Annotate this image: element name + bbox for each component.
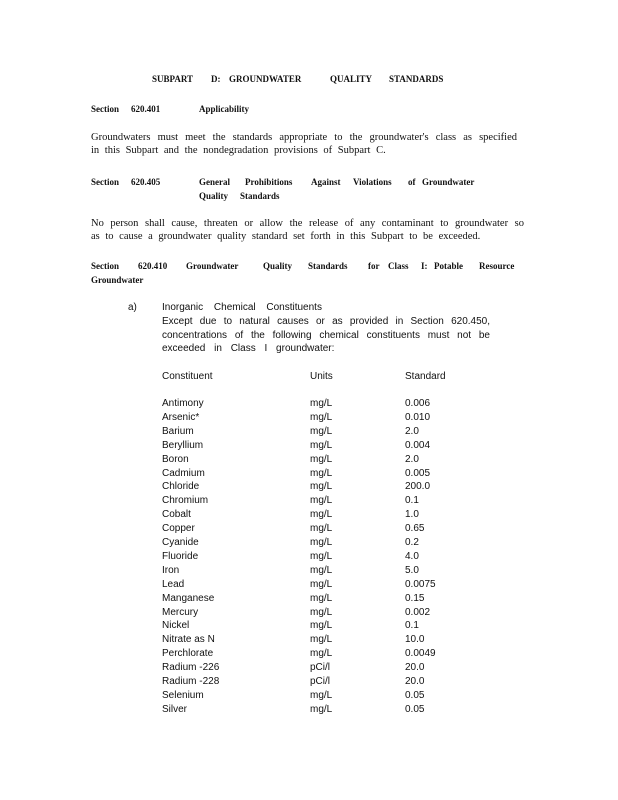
constituent-cell: Copper xyxy=(162,523,195,535)
paragraph-line: as to cause a groundwater quality standard set forth in this Subpart to be exceeded. xyxy=(91,231,481,242)
subsection-line: exceeded in Class I groundwater: xyxy=(162,343,335,354)
units-cell: mg/L xyxy=(310,703,333,715)
units-cell: mg/L xyxy=(310,634,333,646)
column-header-standard: Standard xyxy=(405,371,446,382)
constituent-cell: Cadmium xyxy=(162,467,205,479)
table-row xyxy=(0,412,618,426)
column-header-constituent: Constituent xyxy=(162,371,213,382)
table-row xyxy=(0,495,618,509)
units-cell: mg/L xyxy=(310,411,333,423)
subsection-marker: a) xyxy=(128,302,137,313)
subpart-word-quality: QUALITY xyxy=(330,74,373,84)
constituent-cell: Nickel xyxy=(162,620,190,632)
units-cell: pCi/l xyxy=(310,676,331,687)
units-cell: mg/L xyxy=(310,689,333,701)
section-title-word: Groundwater xyxy=(91,275,144,285)
constituent-cell: Selenium xyxy=(162,689,204,701)
units-cell: mg/L xyxy=(310,606,333,618)
paragraph-line: No person shall cause, threaten or allow the release of any contaminant to groundwater so xyxy=(91,218,524,229)
constituent-cell: Beryllium xyxy=(162,439,204,451)
constituent-cell: Chloride xyxy=(162,481,200,493)
units-cell: mg/L xyxy=(310,495,333,507)
constituent-cell: Antimony xyxy=(162,398,204,409)
constituent-cell: Cyanide xyxy=(162,537,199,548)
table-row xyxy=(0,565,618,579)
units-cell: mg/L xyxy=(310,620,333,632)
table-row xyxy=(0,662,618,676)
constituent-cell: Mercury xyxy=(162,606,199,618)
constituent-cell: Boron xyxy=(162,453,189,465)
constituent-cell: Radium -226 xyxy=(162,662,220,674)
constituent-cell: Manganese xyxy=(162,592,215,604)
section-title-word: General xyxy=(199,177,230,187)
constituent-cell: Barium xyxy=(162,425,194,437)
section-title-word: Standards xyxy=(308,261,348,271)
subpart-letter: D: xyxy=(211,74,221,84)
table-row xyxy=(0,690,618,704)
table-row xyxy=(0,440,618,454)
units-cell: mg/L xyxy=(310,467,333,479)
table-row xyxy=(0,593,618,607)
units-cell: mg/L xyxy=(310,537,333,548)
standard-cell: 0.05 xyxy=(405,703,425,715)
units-cell: pCi/l xyxy=(310,662,331,674)
table-row xyxy=(0,398,618,412)
standard-cell: 0.05 xyxy=(405,689,425,701)
section-title-word: of xyxy=(408,177,416,187)
table-row xyxy=(0,620,618,634)
units-cell: mg/L xyxy=(310,592,333,604)
subsection-heading: Inorganic Chemical Constituents xyxy=(162,302,322,313)
section-title-word: Groundwater xyxy=(422,177,475,187)
table-row xyxy=(0,509,618,523)
section-title-word: Class xyxy=(388,261,409,271)
subsection-line: Except due to natural causes or as provided in Section 620.450, xyxy=(162,316,490,327)
section-label: Section xyxy=(91,104,119,114)
units-cell: mg/L xyxy=(310,550,333,562)
section-title-word: Against xyxy=(311,177,341,187)
section-title-word: Quality xyxy=(199,191,229,201)
section-title-word: Groundwater xyxy=(186,261,239,271)
constituent-cell: Fluoride xyxy=(162,550,199,562)
constituent-cell: Chromium xyxy=(162,495,209,507)
table-header-row xyxy=(0,371,618,385)
paragraph-line: in this Subpart and the nondegradation provisions of Subpart C. xyxy=(91,145,386,156)
units-cell: mg/L xyxy=(310,439,333,451)
standard-cell: 0.0049 xyxy=(405,648,436,660)
section-title-word: Violations xyxy=(353,177,392,187)
constituent-cell: Nitrate as N xyxy=(162,634,215,646)
section-label: Section xyxy=(91,261,119,271)
paragraph-line: Groundwaters must meet the standards appropriate to the groundwater's class as specified xyxy=(91,132,517,143)
standard-cell: 0.2 xyxy=(405,537,419,548)
standard-cell: 1.0 xyxy=(405,509,419,521)
units-cell: mg/L xyxy=(310,481,333,493)
table-row xyxy=(0,551,618,565)
section-label: Section xyxy=(91,177,119,187)
units-cell: mg/L xyxy=(310,523,333,535)
table-row xyxy=(0,676,618,690)
section-number: 620.401 xyxy=(131,104,161,114)
standard-cell: 0.15 xyxy=(405,592,425,604)
column-header-units: Units xyxy=(310,371,333,382)
table-row xyxy=(0,468,618,482)
units-cell: mg/L xyxy=(310,509,333,521)
table-row xyxy=(0,454,618,468)
constituent-cell: Iron xyxy=(162,564,180,576)
units-cell: mg/L xyxy=(310,578,333,590)
subsection-line: concentrations of the following chemical constituents must not be xyxy=(162,329,490,341)
standard-cell: 0.004 xyxy=(405,439,431,451)
table-row xyxy=(0,481,618,495)
standard-cell: 0.005 xyxy=(405,467,431,479)
standard-cell: 0.002 xyxy=(405,606,431,618)
section-title-word: Potable xyxy=(434,261,463,271)
units-cell: mg/L xyxy=(310,564,333,576)
standard-cell: 20.0 xyxy=(405,662,425,674)
table-row xyxy=(0,607,618,621)
standard-cell: 20.0 xyxy=(405,676,425,687)
standard-cell: 4.0 xyxy=(405,550,419,562)
units-cell: mg/L xyxy=(310,425,333,437)
constituent-cell: Perchlorate xyxy=(162,648,214,660)
standard-cell: 0.010 xyxy=(405,411,431,423)
standard-cell: 200.0 xyxy=(405,481,431,493)
section-title-word: Prohibitions xyxy=(245,177,293,187)
constituent-cell: Radium -228 xyxy=(162,676,220,687)
standard-cell: 0.0075 xyxy=(405,578,436,590)
table-row xyxy=(0,579,618,593)
table-row xyxy=(0,634,618,648)
standard-cell: 0.1 xyxy=(405,495,419,507)
subpart-word-groundwater: GROUNDWATER xyxy=(229,74,302,84)
standard-cell: 0.65 xyxy=(405,523,425,535)
constituent-cell: Lead xyxy=(162,578,185,590)
table-row xyxy=(0,537,618,551)
table-row xyxy=(0,523,618,537)
subpart-word-standards: STANDARDS xyxy=(389,74,444,84)
standard-cell: 10.0 xyxy=(405,634,425,646)
constituent-cell: Silver xyxy=(162,703,188,715)
standard-cell: 2.0 xyxy=(405,425,419,437)
units-cell: mg/L xyxy=(310,398,333,409)
table-row xyxy=(0,704,618,718)
section-number: 620.410 xyxy=(138,261,168,271)
standard-cell: 2.0 xyxy=(405,453,419,465)
units-cell: mg/L xyxy=(310,648,333,660)
section-title-word: Quality xyxy=(263,261,293,271)
section-number: 620.405 xyxy=(131,177,161,187)
section-title: Applicability xyxy=(199,104,250,114)
standard-cell: 0.1 xyxy=(405,620,419,632)
standard-cell: 5.0 xyxy=(405,564,419,576)
section-title-word: I: xyxy=(421,261,428,271)
constituent-cell: Arsenic* xyxy=(162,411,200,423)
constituent-cell: Cobalt xyxy=(162,509,191,521)
subpart-word: SUBPART xyxy=(152,74,194,84)
section-title-word: Resource xyxy=(479,261,515,271)
section-title-word: for xyxy=(368,261,380,271)
section-title-word: Standards xyxy=(240,191,280,201)
table-row xyxy=(0,648,618,662)
units-cell: mg/L xyxy=(310,453,333,465)
table-row xyxy=(0,426,618,440)
standard-cell: 0.006 xyxy=(405,398,431,409)
